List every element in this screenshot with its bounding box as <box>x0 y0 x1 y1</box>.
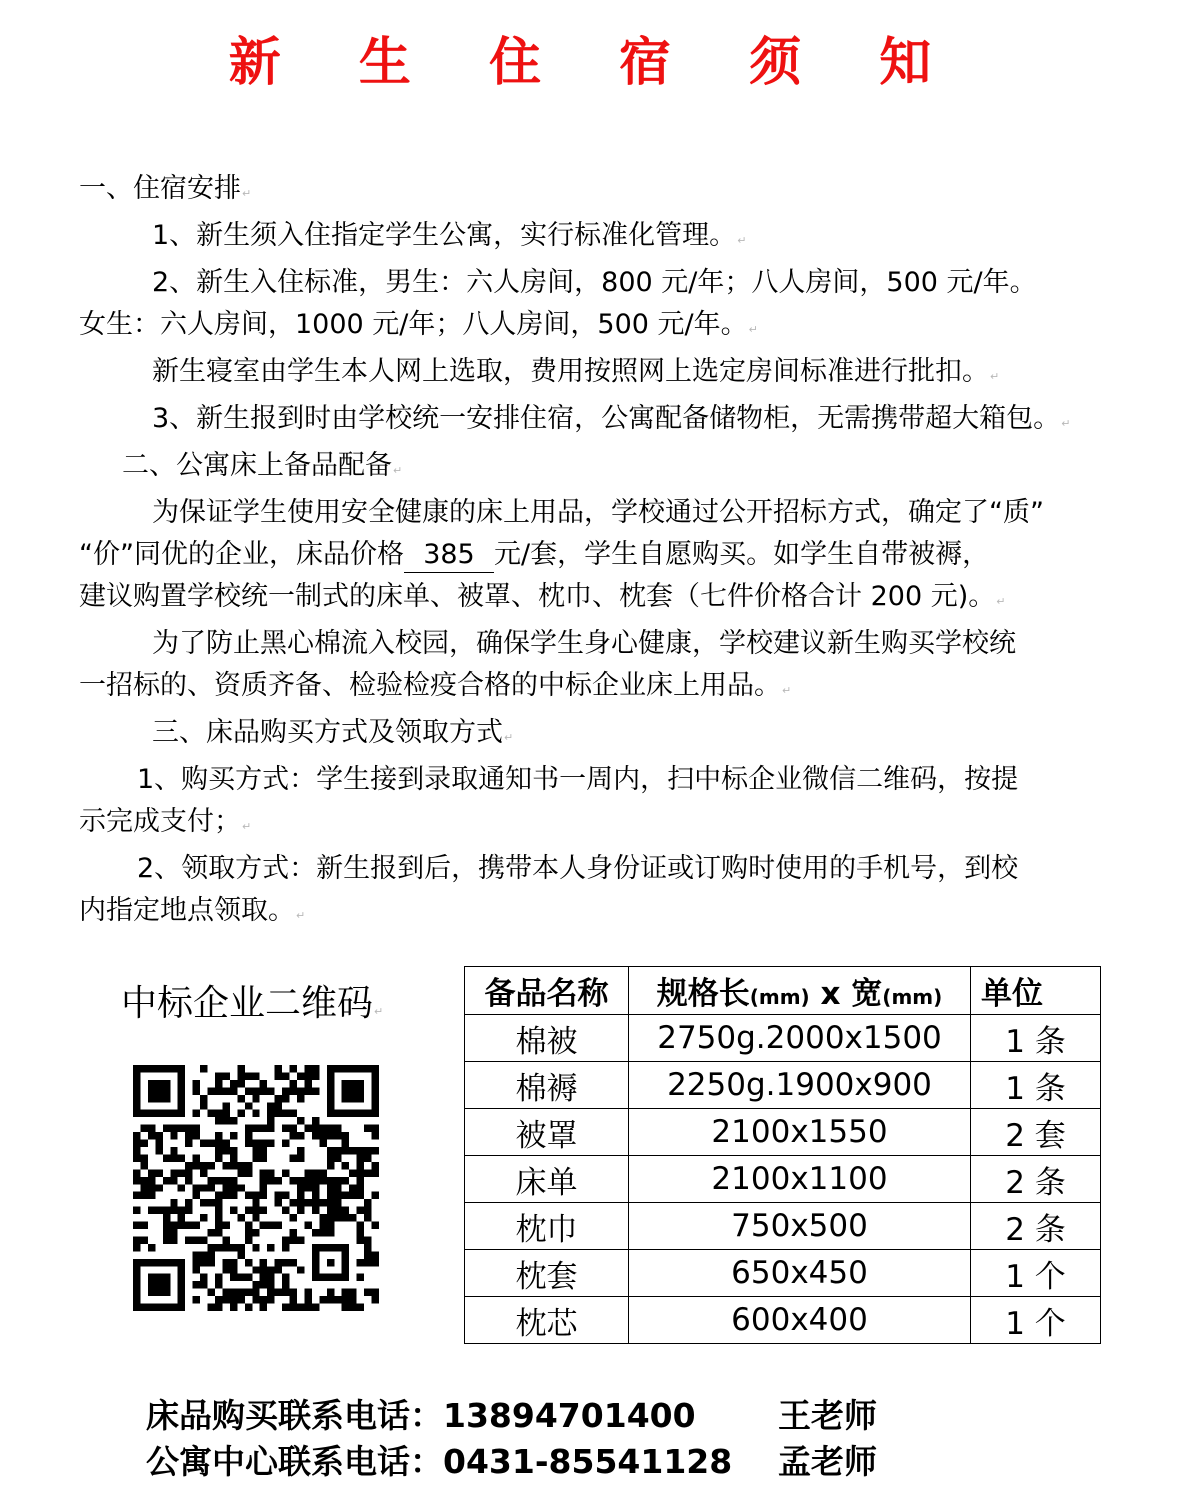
table-header-row <box>465 967 1101 1015</box>
s1-para-2b: 女生：六人房间，1000 元/年；八人房间，500 元/年。 <box>79 309 748 340</box>
cell-spec: 650x450 <box>629 1250 971 1297</box>
cell-unit: 2 条 <box>971 1203 1101 1250</box>
cell-spec: 2750g.2000x1500 <box>629 1015 971 1062</box>
s2-para-1b-post: 元/套，学生自愿购买。如学生自带被褥， <box>493 539 990 570</box>
table-row <box>465 1297 1101 1344</box>
table-row <box>465 1250 1101 1297</box>
cell-unit: 2 套 <box>971 1109 1101 1156</box>
cell-spec: 600x400 <box>629 1297 971 1344</box>
table-row <box>465 1062 1101 1109</box>
s1-para-1: 1、新生须入住指定学生公寓，实行标准化管理。 <box>152 220 737 251</box>
qr-code-image[interactable] <box>133 1065 379 1311</box>
table-row <box>465 1109 1101 1156</box>
cell-name: 床单 <box>465 1156 629 1203</box>
contact-phone[interactable]: 0431-85541128 <box>443 1442 733 1481</box>
cell-spec: 2100x1100 <box>629 1156 971 1203</box>
header-spec: 规格长(mm) x 宽(mm) <box>629 967 971 1015</box>
cell-spec: 2100x1550 <box>629 1109 971 1156</box>
cell-spec: 2250g.1900x900 <box>629 1062 971 1109</box>
contact-line-bedding <box>146 1394 877 1438</box>
s3-para-2b: 内指定地点领取。 <box>79 895 295 926</box>
header-name: 备品名称 <box>465 967 629 1015</box>
cell-name: 枕套 <box>465 1250 629 1297</box>
s2-para-1a: 为保证学生使用安全健康的床上用品，学校通过公开招标方式，确定了“质” <box>152 497 1044 528</box>
cell-unit: 1 个 <box>971 1297 1101 1344</box>
section-2-heading: 二、公寓床上备品配备 <box>122 450 392 481</box>
section-1-heading: 一、住宿安排 <box>79 173 241 204</box>
cell-name: 枕巾 <box>465 1203 629 1250</box>
cell-name: 枕芯 <box>465 1297 629 1344</box>
contact-person: 孟老师 <box>778 1442 877 1481</box>
s3-para-1a: 1、购买方式：学生接到录取通知书一周内，扫中标企业微信二维码，按提 <box>137 764 1019 795</box>
s2-para-2b: 一招标的、资质齐备、检验检疫合格的中标企业床上用品。 <box>79 670 781 701</box>
contact-person: 王老师 <box>778 1396 877 1435</box>
s1-para-2a: 2、新生入住标准，男生：六人房间，800 元/年；八人房间，500 元/年。 <box>152 267 1037 298</box>
contact-label: 公寓中心联系电话： <box>146 1442 443 1481</box>
bedding-table <box>464 966 1101 1344</box>
section-3-heading: 三、床品购买方式及领取方式 <box>152 717 503 748</box>
s3-para-1b: 示完成支付； <box>79 806 241 837</box>
header-unit: 单位 <box>971 967 1101 1015</box>
page-title: 新 生 住 宿 须 知 <box>228 33 962 93</box>
cell-name: 棉褥 <box>465 1062 629 1109</box>
bedding-price: 385 <box>404 538 494 573</box>
table-row <box>465 1015 1101 1062</box>
s1-para-3: 新生寝室由学生本人网上选取，费用按照网上选定房间标准进行批扣。 <box>152 356 989 387</box>
cell-unit: 1 条 <box>971 1062 1101 1109</box>
cell-spec: 750x500 <box>629 1203 971 1250</box>
s2-para-1b-pre: “价”同优的企业，床品价格 <box>79 539 404 570</box>
cell-name: 被罩 <box>465 1109 629 1156</box>
cell-unit: 1 条 <box>971 1015 1101 1062</box>
s2-para-2a: 为了防止黑心棉流入校园，确保学生身心健康，学校建议新生购买学校统 <box>152 628 1016 659</box>
s3-para-2a: 2、领取方式：新生报到后，携带本人身份证或订购时使用的手机号，到校 <box>137 853 1019 884</box>
qr-code-title: 中标企业二维码↵ <box>121 983 384 1024</box>
cell-unit: 2 条 <box>971 1156 1101 1203</box>
table-row <box>465 1156 1101 1203</box>
s1-para-4: 3、新生报到时由学校统一安排住宿，公寓配备储物柜，无需携带超大箱包。 <box>152 403 1061 434</box>
contact-line-apartment <box>146 1440 877 1484</box>
contact-label: 床品购买联系电话： <box>146 1396 443 1435</box>
cell-name: 棉被 <box>465 1015 629 1062</box>
cell-unit: 1 个 <box>971 1250 1101 1297</box>
notice-body: 一、住宿安排↵ 1、新生须入住指定学生公寓，实行标准化管理。↵ 2、新生入住标准，男生：六人房间，800 元/年；八人房间，500 元/年。 女生：六人房间，1000 元/年；八人房间，500 元/年。↵ 新生寝室由学生本人网上选取，费用按照网上选定房间标准进行批扣。↵ 3、新生报到时由学校统一安排住宿，公寓配备储物柜，无需携带超大箱包。↵ 二、公寓床上备品配备↵ 为保证学生使用安全健康的床上用品，学校通过公开招标方式，确定了“质” “价”同优的企业，床品价格 385 元/套，学生自愿购买。如学生自带被褥， 建议购置学校统一制式的床单、被罩、枕巾、枕套（七件价格合计 200 元)。↵ 为了防止黑心棉流入校园，确保学生身心健康，学校建议新生购买学校统 一招标的、资质齐备、检验检疫合格的中标企业床上用品。↵ 三、床品购买方式及领取方式↵ 1、购买方式：学生接到录取通知书一周内，扫中标企业微信二维码，按提 示完成支付；↵ 2、领取方式：新生报到后，携带本人身份证或订购时使用的手机号，到校 内指定地点领取。↵ <box>79 173 1071 926</box>
s2-para-1c: 建议购置学校统一制式的床单、被罩、枕巾、枕套（七件价格合计 200 元)。 <box>79 581 996 612</box>
contact-phone[interactable]: 13894701400 <box>443 1396 696 1435</box>
table-row <box>465 1203 1101 1250</box>
